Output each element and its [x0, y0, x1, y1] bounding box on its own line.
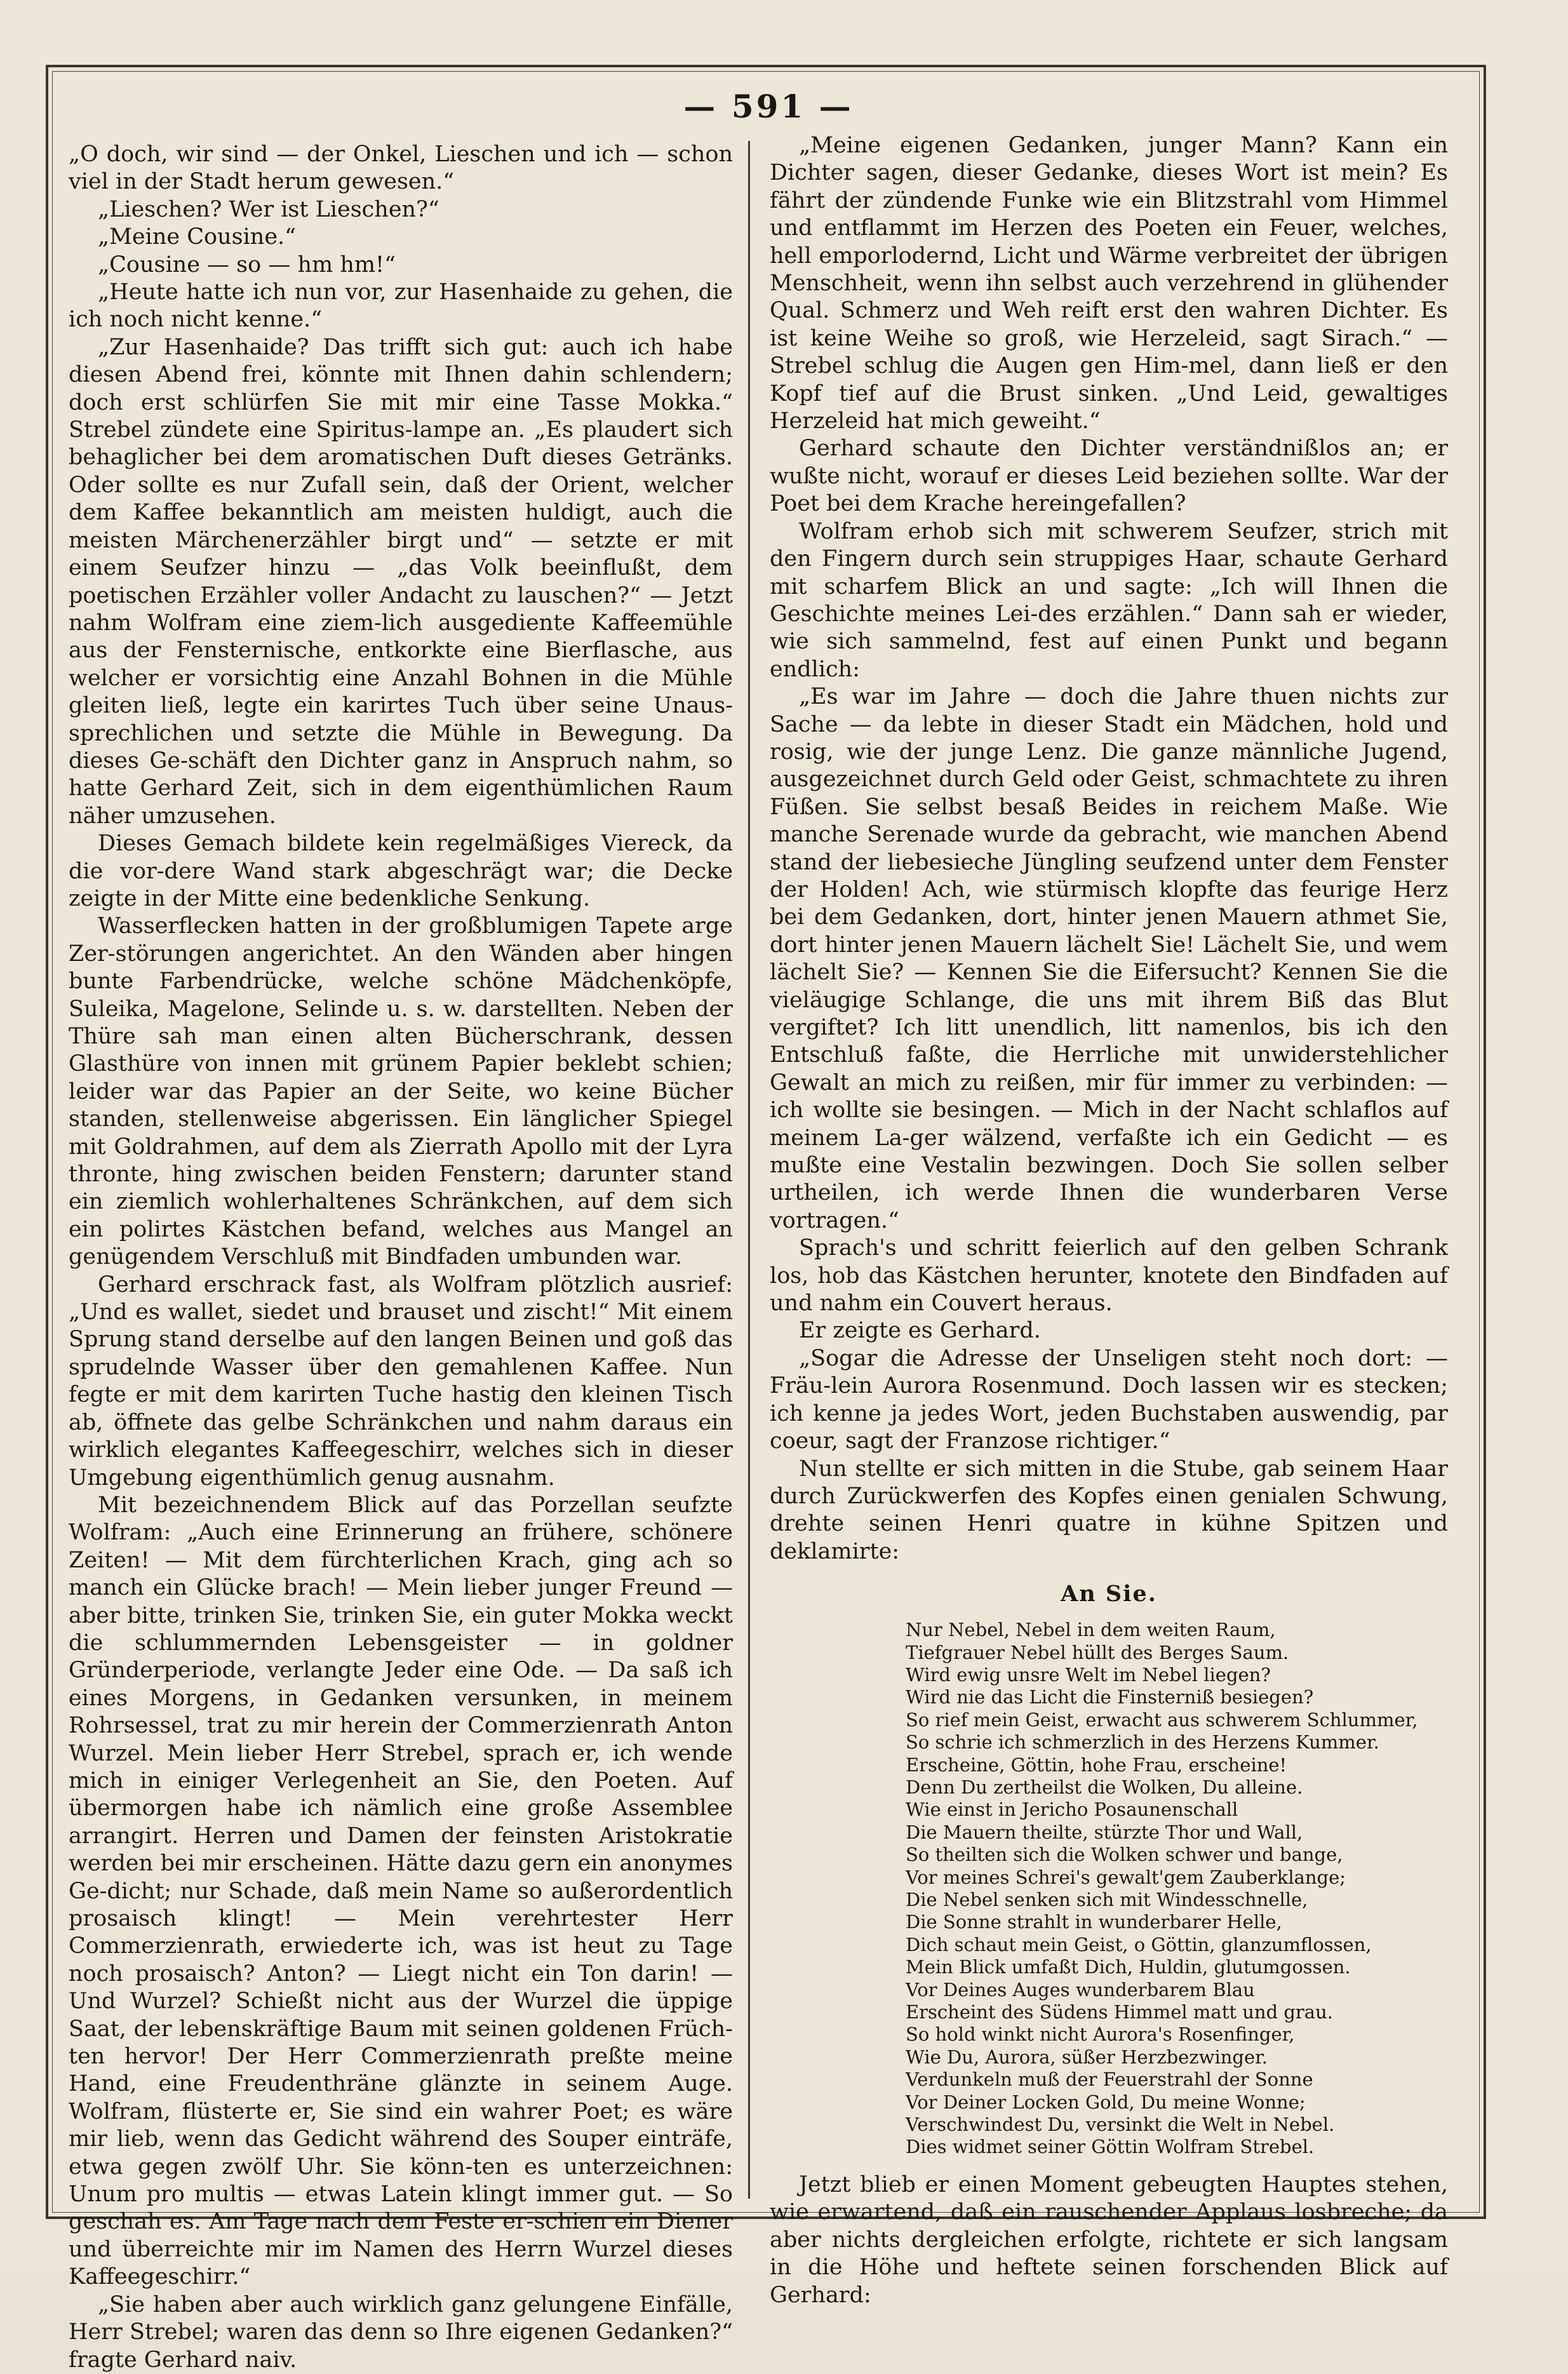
poem-line: Mein Blick umfaßt Dich, Huldin, glutumgossen.: [906, 1956, 1351, 1978]
paragraph: Wolfram erhob sich mit schwerem Seufzer, strich mit den Fingern durch sein struppiges Haar, schaute Gerhard mit scharfem Blick an und sagte: „Ich will Ihnen die Geschichte meines Lei-des erzählen.“ Dann sah er wieder, wie sich sammelnd, fest auf einen Punkt und begann endlich:: [770, 518, 1448, 682]
paragraph: Sprach's und schritt feierlich auf den gelben Schrank los, hob das Kästchen herunter, knotete den Bindfaden auf und nahm ein Couvert heraus.: [770, 1235, 1448, 1317]
paragraph: Jetzt blieb er einen Moment gebeugten Hauptes stehen, wie erwartend, daß ein rauschender Applaus losbreche; da aber nichts dergleichen erfolgte, richtete er sich langsam in die Höhe und heftete seinen forschenden Blick auf Gerhard:: [770, 2171, 1448, 2308]
poem: [906, 1619, 1448, 2159]
paragraph: Nun stellte er sich mitten in die Stube, gab seinem Haar durch Zurückwerfen des Kopfes einen genialen Schwung, drehte seinen Henri quatre in kühne Spitzen und deklamirte:: [770, 1456, 1448, 1564]
paragraph: Dieses Gemach bildete kein regelmäßiges Viereck, da die vor-dere Wand stark abgeschrägt war; die Decke zeigte in der Mitte eine bedenkliche Senkung.: [69, 831, 733, 911]
poem-title: An Sie.: [1061, 1581, 1157, 1607]
poem-line: Denn Du zertheilst die Wolken, Du alleine.: [906, 1776, 1303, 1798]
poem-line: Wie Du, Aurora, süßer Herzbezwinger.: [906, 2046, 1268, 2068]
page-number: — 591 —: [683, 88, 854, 125]
poem-line: Wie einst in Jericho Posaunenschall: [906, 1799, 1238, 1821]
poem-line: Vor Deines Auges wunderbarem Blau: [906, 1978, 1255, 2001]
poem-line: Verdunkeln muß der Feuerstrahl der Sonne: [906, 2069, 1313, 2091]
paragraph: „Lieschen? Wer ist Lieschen?“: [98, 196, 439, 222]
paragraph: Er zeigte es Gerhard.: [799, 1318, 1041, 1344]
column-divider: [748, 141, 750, 2199]
left-column: [69, 141, 733, 2374]
paragraph: Mit bezeichnendem Blick auf das Porzellan seufzte Wolfram: „Auch eine Erinnerung an frühere, schönere Zeiten! — Mit dem fürchterlichen Krach, ging ach so manch ein Glücke brach! — Mein lieber junger Freund — aber bitte, trinken Sie, trinken Sie, ein guter Mokka weckt die schlummernden Lebensgeister — in goldner Gründerperiode, verlangte Jeder eine Ode. — Da saß ich eines Morgens, in Gedanken versunken, in meinem Rohrsessel, trat zu mir herein der Commerzienrath Anton Wurzel. Mein lieber Herr Strebel, sprach er, ich wende mich in einiger Verlegenheit an Sie, den Poeten. Auf übermorgen habe ich nämlich eine große Assemblee arrangirt. Herren und Damen der feinsten Aristokratie werden bei mir erscheinen. Hätte dazu gern ein anonymes Ge-dicht; nur Schade, daß mein Name so außerordentlich prosaisch klingt! — Mein verehrtester Herr Commerzienrath, erwiederte ich, was ist heut zu Tage noch prosaisch? Anton? — Liegt nicht ein Ton darin! — Und Wurzel? Schießt nicht aus der Wurzel die üppige Saat, der lebenskräftige Baum mit seinen goldenen Früch-ten hervor! Der Herr Commerzienrath preßte meine Hand, eine Freudenthräne glänzte in seinem Auge. Wolfram, flüsterte er, Sie sind ein wahrer Poet; es wäre mir lieb, wenn das Gedicht während des Souper einträfe, etwa gegen zwölf Uhr. Sie könn-ten es unterzeichnen: Unum pro multis — etwas Latein klingt immer gut. — So geschah es. Am Tage nach dem Feste er-schien ein Diener und überreichte mir im Namen des Herrn Wurzel dieses Kaffeegeschirr.“: [69, 1492, 733, 2290]
paragraph: „Meine eigenen Gedanken, junger Mann? Kann ein Dichter sagen, dieser Gedanke, dieses Wort ist mein? Es fährt der zündende Funke wie ein Blitzstrahl vom Himmel und entflammt im Herzen des Poeten ein Feuer, welches, hell emporlodernd, Licht und Wärme verbreitet der übrigen Menschheit, wenn ihn selbst auch verzehrend in glühender Qual. Schmerz und Weh reift erst den wahren Dichter. Es ist keine Weihe so groß, wie Herzeleid, sagt Sirach.“ — Strebel schlug die Augen gen Him-mel, dann ließ er den Kopf tief auf die Brust sinken. „Und Leid, gewaltiges Herzeleid hat mich geweiht.“: [770, 133, 1448, 434]
paragraph: „Meine Cousine.“: [98, 224, 297, 250]
paragraph: „O doch, wir sind — der Onkel, Lieschen und ich — schon viel in der Stadt herum gewesen.“: [69, 142, 733, 195]
paragraph: „Sogar die Adresse der Unseligen steht noch dort: — Fräu-lein Aurora Rosenmund. Doch lassen wir es stecken; ich kenne ja jedes Wort, jeden Buchstaben auswendig, par coeur, sagt der Franzose richtiger.“: [770, 1345, 1448, 1454]
poem-line: Tiefgrauer Nebel hüllt des Berges Saum.: [906, 1641, 1289, 1663]
poem-line: Die Mauern theilte, stürzte Thor und Wall,: [906, 1821, 1303, 1843]
poem-line: Die Sonne strahlt in wunderbarer Helle,: [906, 1911, 1282, 1933]
poem-line: Die Nebel senken sich mit Windesschnelle,: [906, 1889, 1308, 1910]
paragraph: „Sie haben aber auch wirklich ganz gelungene Einfälle, Herr Strebel; waren das denn so Ihre eigenen Gedanken?“ fragte Gerhard naiv.: [69, 2291, 733, 2373]
poem-line: Vor Deiner Locken Gold, Du meine Wonne;: [906, 2091, 1306, 2113]
paragraph: „Cousine — so — hm hm!“: [98, 251, 396, 278]
poem-line: Dich schaut mein Geist, o Göttin, glanzumflossen,: [906, 1933, 1372, 1955]
paragraph: „Zur Hasenhaide? Das trifft sich gut: auch ich habe diesen Abend frei, könnte mit Ihnen dahin schlendern; doch erst schlürfen Sie mit mir eine Tasse Mokka.“ Strebel zündete eine Spiritus-lampe an. „Es plaudert sich behaglicher bei dem aromatischen Duft dieses Getränks. Oder sollte es nur Zufall sein, daß der Orient, welcher dem Kaffee bekanntlich am meisten huldigt, auch die meisten Märchenerzähler birgt und“ — setzte er mit einem Seufzer hinzu — „das Volk beeinflußt, dem poetischen Erzähler voller Andacht zu lauschen?“ — Jetzt nahm Wolfram eine ziem-lich ausgediente Kaffeemühle aus der Fensternische, entkorkte eine Bierflasche, aus welcher er vorsichtig eine Anzahl Bohnen in die Mühle gleiten ließ, legte ein karirtes Tuch über seine Unaus-sprechlichen und setzte die Mühle in Bewegung. Da dieses Ge-schäft den Dichter ganz in Anspruch nahm, so hatte Gerhard Zeit, sich in dem eigenthümlichen Raum näher umzusehen.: [69, 334, 733, 829]
poem-line: Verschwindest Du, versinkt die Welt in Nebel.: [906, 2114, 1335, 2136]
poem-line: Erscheint des Südens Himmel matt und grau.: [906, 2001, 1333, 2023]
right-column: [770, 132, 1448, 2309]
poem-line: Wird nie das Licht die Finsterniß besiegen?: [906, 1686, 1314, 1708]
poem-line: So rief mein Geist, erwacht aus schwerem Schlummer,: [906, 1708, 1418, 1731]
paragraph: Wasserflecken hatten in der großblumigen Tapete arge Zer-störungen angerichtet. An den Wänden aber hingen bunte Farbendrücke, welche schöne Mädchenköpfe, Suleika, Magelone, Selinde u. s. w. darstellten. Neben der Thüre sah man einen alten Bücherschrank, dessen Glasthüre von innen mit grünem Papier beklebt schien; leider war das Papier an der Seite, wo keine Bücher standen, stellenweise abgerissen. Ein länglicher Spiegel mit Goldrahmen, auf dem als Zierrath Apollo mit der Lyra thronte, hing zwischen beiden Fenstern; darunter stand ein ziemlich wohlerhaltenes Schränkchen, auf dem sich ein polirtes Kästchen befand, welches aus Mangel an genügendem Verschluß mit Bindfaden umbunden war.: [69, 913, 733, 1270]
paragraph: Gerhard erschrack fast, als Wolfram plötzlich ausrief: „Und es wallet, siedet und brauset und zischt!“ Mit einem Sprung stand derselbe auf den langen Beinen und goß das sprudelnde Wasser über den gemahlenen Kaffee. Nun fegte er mit dem karirten Tuche hastig den kleinen Tisch ab, öffnete das gelbe Schränkchen und nahm daraus ein wirklich elegantes Kaffeegeschirr, welches sich in dieser Umgebung eigenthümlich genug ausnahm.: [69, 1271, 733, 1491]
poem-line: So hold winkt nicht Aurora's Rosenfinger,: [906, 2023, 1295, 2046]
paragraph: „Es war im Jahre — doch die Jahre thuen nichts zur Sache — da lebte in dieser Stadt ein Mädchen, hold und rosig, wie der junge Lenz. Die ganze männliche Jugend, ausgezeichnet durch Geld oder Geist, schmachtete zu ihren Füßen. Sie selbst besaß Beides in reichem Maße. Wie manche Serenade wurde da gebracht, wie manchen Abend stand der liebesieche Jüngling seufzend unter dem Fenster der Holden! Ach, wie stürmisch klopfte das feurige Herz bei dem Gedanken, dort, hinter jenen Mauern athmet Sie, dort hinter jenen Mauern lächelt Sie! Lächelt Sie, und wem lächelt Sie? — Kennen Sie die Eifersucht? Kennen Sie die vieläugige Schlange, die uns mit ihrem Biß das Blut vergiftet? Ich litt unendlich, litt namenlos, bis ich den Entschluß faßte, die Herrliche mit unwiderstehlicher Gewalt an mich zu reißen, mir für immer zu verbinden: — ich wollte sie besingen. — Mich in der Nacht schlaflos auf meinem La-ger wälzend, verfaßte ich ein Gedicht — es mußte eine Vestalin bezwingen. Doch Sie sollen selber urtheilen, ich werde Ihnen die wunderbaren Verse vortragen.“: [770, 684, 1448, 1233]
poem-line: Erscheine, Göttin, hohe Frau, erscheine!: [906, 1754, 1287, 1776]
poem-line: Wird ewig unsre Welt im Nebel liegen?: [906, 1663, 1271, 1686]
paragraph: Gerhard schaute den Dichter verständnißlos an; er wußte nicht, worauf er dieses Leid beziehen sollte. War der Poet bei dem Krache hereingefallen?: [770, 436, 1448, 517]
poem-line: Vor meines Schrei's gewalt'gem Zauberklange;: [906, 1866, 1346, 1888]
poem-line: Dies widmet seiner Göttin Wolfram Strebel.: [906, 2136, 1315, 2158]
paragraph: „Heute hatte ich nun vor, zur Hasenhaide zu gehen, die ich noch nicht kenne.“: [69, 279, 733, 333]
poem-line: Nur Nebel, Nebel in dem weiten Raum,: [906, 1619, 1276, 1641]
poem-line: So theilten sich die Wolken schwer und bange,: [906, 1844, 1343, 1866]
poem-line: So schrie ich schmerzlich in des Herzens Kummer.: [906, 1731, 1379, 1754]
